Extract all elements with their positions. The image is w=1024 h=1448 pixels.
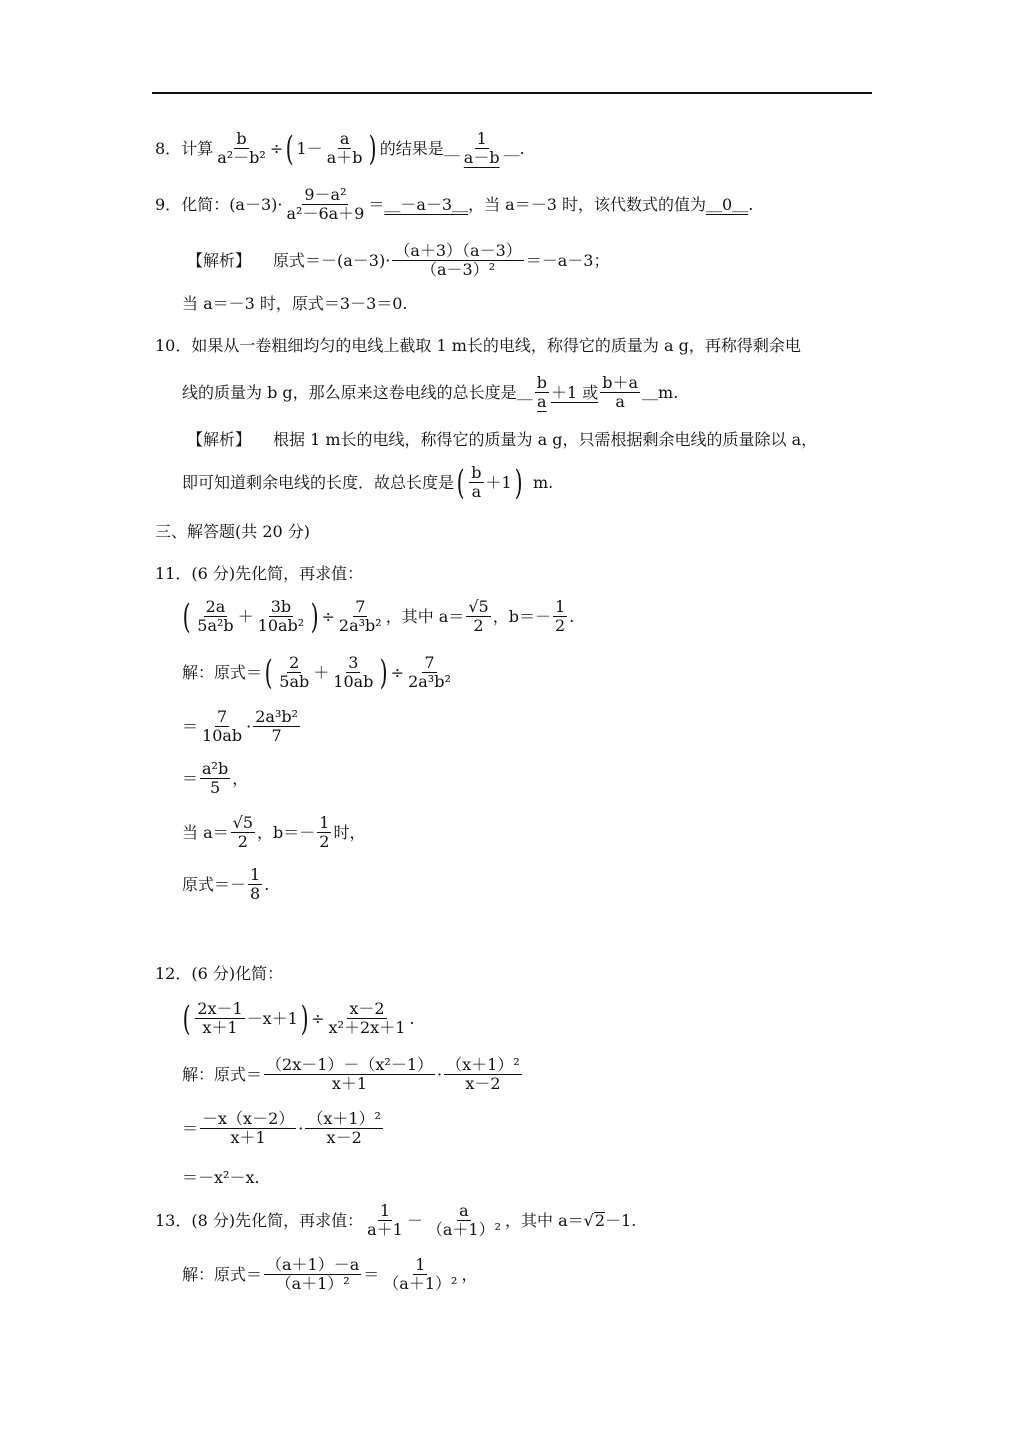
- question-12-expression: ( $\frac{2x-1}{x+1}$ －x＋1 ) ÷ $\frac{x-2}{\text{x²＋2x＋1}}$ .: [182, 998, 415, 1039]
- answer-text: ＋1 或: [550, 382, 599, 402]
- section-heading: 三、解答题(共 20 分): [155, 522, 311, 541]
- text: ＋1: [485, 472, 512, 492]
- answer-blank: ＿0＿: [706, 194, 749, 214]
- left-paren: (: [285, 128, 294, 169]
- question-8: [155, 130, 525, 168]
- question-11-expression: ( $\frac{2a}{\text{5a²b}}$ ＋ $\frac{3b}{\text{10ab²}}$ ) ÷ $\frac{7}{\text{2a³b²}}$ ，其中 a＝ $\frac{√5}{2}$ ，b＝－ $\frac{1}{2}$ .: [182, 596, 575, 637]
- fraction: $\frac{\text{（2x－1）－（x²－1）}}{x+1}$: [266, 1055, 434, 1094]
- text: 1－: [296, 138, 323, 158]
- text: 线的质量为 b g，那么原来这卷电线的总长度是: [182, 382, 517, 402]
- fraction: $\frac{2x-1}{x+1}$: [197, 999, 243, 1038]
- question-11-head: 11．(6 分)先化简，再求值：: [155, 564, 364, 583]
- fraction: $\frac{1}{\text{（a＋1）²}}$: [383, 1255, 458, 1294]
- fraction: $\frac{x-2}{\text{x²＋2x＋1}}$: [328, 999, 406, 1038]
- fraction: $\frac{\text{（x＋1）²}}{x-2}$: [446, 1055, 520, 1094]
- fraction: $\frac{7}{\text{2a³b²}}$: [338, 597, 382, 636]
- fraction: $\frac{√5}{2}$: [468, 597, 489, 636]
- fraction: $\frac{(a+3)(a-3)}{\text{（a－3）²}}$: [394, 241, 522, 280]
- question-13-head: 13．(8 分)先化简，再求值： $\frac{1}{a+1}$ － $\frac{a}{\text{（a＋1）²}}$ ，其中 a＝ √ 2 －1.: [155, 1201, 637, 1240]
- answer-blank: ＿.: [503, 138, 525, 158]
- fraction: $\frac{\text{a²b}}{5}$: [202, 759, 229, 798]
- fraction: $\frac{3}{10ab}$: [333, 653, 374, 692]
- answer-blank: ＿－a－3＿: [384, 194, 469, 214]
- question-12-head: 12．(6 分)化简：: [155, 964, 284, 983]
- fraction: $\frac{1}{2}$: [319, 813, 330, 852]
- fraction: $\frac{\text{9－a²}}{\text{a²－6a＋9}}$: [286, 185, 365, 224]
- text: ，当 a＝－3 时，该代数式的值为: [468, 194, 706, 214]
- fraction: $\frac{a}{\text{（a＋1）²}}$: [426, 1201, 502, 1240]
- question-12-step3: ＝－x²－x.: [182, 1168, 260, 1187]
- answer-fraction: $\frac{b+a}{a}$: [602, 373, 639, 412]
- question-9-analysis-line2: 当 a＝－3 时，原式＝3－3＝0.: [182, 294, 408, 313]
- question-11-step2: ＝ $\frac{7}{10ab}$ · $\frac{\text{2a³b²}}{7}$: [182, 707, 299, 746]
- text: ＝: [368, 194, 385, 214]
- question-12-step1: 解：原式＝ $\frac{\text{（2x－1）－（x²－1）}}{x+1}$ · $\frac{\text{（x＋1）²}}{x-2}$: [182, 1055, 520, 1094]
- question-13-step1: 解：原式＝ $\frac{(a+1)-a}{\text{（a＋1）²}}$ ＝ $\frac{1}{\text{（a＋1）²}}$ ，: [182, 1255, 478, 1294]
- question-11-step3: ＝ $\frac{\text{a²b}}{5}$ ，: [182, 759, 249, 798]
- question-11-step5: 原式＝－ $\frac{1}{8}$ .: [182, 865, 270, 904]
- question-10-line1: 10．如果从一卷粗细均匀的电线上截取 1 m长的电线，称得它的质量为 a g，再称得剩余电: [155, 336, 801, 355]
- text: .: [748, 194, 754, 214]
- text: 化简：(a－3)·: [181, 194, 283, 214]
- question-11-step4: 当 a＝ $\frac{√5}{2}$ ，b＝－ $\frac{1}{2}$ 时，: [182, 813, 366, 852]
- text: ＿m.: [642, 382, 679, 402]
- fraction: $\frac{b}{a}$: [471, 463, 482, 502]
- fraction: $\frac{\text{（x＋1）²}}{x-2}$: [307, 1109, 381, 1148]
- question-9: [155, 186, 753, 224]
- header-rule: [152, 92, 872, 94]
- question-number: 8．: [155, 138, 182, 158]
- question-number: 9．: [155, 194, 182, 214]
- fraction: $\frac{√5}{2}$: [232, 813, 254, 852]
- fraction: $\frac{2a}{\text{5a²b}}$: [197, 597, 234, 636]
- fraction: $\frac{1}{a+1}$: [367, 1201, 403, 1240]
- fraction: $\frac{a}{a+b}$: [326, 129, 363, 168]
- question-11-step1: 解：原式＝ ( $\frac{2}{5ab}$ ＋ $\frac{3}{10ab}$ ) ÷ $\frac{7}{\text{2a³b²}}$: [182, 652, 451, 693]
- text: 的结果是: [379, 138, 444, 158]
- left-paren: (: [456, 462, 465, 503]
- fraction: $\frac{\text{2a³b²}}{7}$: [255, 707, 299, 746]
- question-10-analysis: [187, 432, 817, 448]
- fraction: $\frac{7}{10ab}$: [202, 707, 243, 746]
- question-12-step2: ＝ $\frac{-x(x-2)}{x+1}$ · $\frac{\text{（x＋1）²}}{x-2}$: [182, 1109, 381, 1148]
- fraction: $\frac{1}{2}$: [554, 597, 566, 636]
- fraction: $\frac{b}{\text{a²－b²}}$: [217, 129, 266, 168]
- sqrt-radicand: 2: [594, 1211, 606, 1231]
- fraction: $\frac{-x(x-2)}{x+1}$: [202, 1109, 295, 1148]
- question-10-line2: 线的质量为 b g，那么原来这卷电线的总长度是 ＿ $\frac{b}{a}$ ＋1 或 $\frac{b+a}{a}$ ＿m.: [182, 373, 679, 412]
- right-paren: ): [514, 462, 523, 503]
- fraction: $\frac{3b}{\text{10ab²}}$: [257, 597, 305, 636]
- text: m.: [532, 472, 554, 492]
- analysis-label: 【解析】: [187, 430, 252, 449]
- fraction: $\frac{1}{8}$: [250, 865, 261, 904]
- right-paren: ): [369, 128, 378, 169]
- text: ＝－a－3；: [525, 250, 610, 270]
- text: 根据 1 m长的电线，称得它的质量为 a g，只需根据剩余电线的质量除以 a，: [273, 430, 818, 449]
- fraction: $\frac{2}{5ab}$: [279, 653, 310, 692]
- analysis-label: 【解析】: [187, 250, 252, 270]
- answer-fraction: $\frac{b}{a}$: [536, 373, 547, 412]
- fraction: $\frac{(a+1)-a}{\text{（a＋1）²}}$: [266, 1255, 360, 1294]
- text: 即可知道剩余电线的长度．故总长度是: [182, 472, 455, 492]
- question-9-analysis: [187, 242, 610, 280]
- text: 计算: [181, 138, 214, 158]
- divide-sign: ÷: [269, 138, 284, 158]
- question-10-analysis-line2: [182, 464, 553, 502]
- text: 原式＝－(a－3)·: [273, 250, 391, 270]
- answer-fraction: $\frac{1}{a-b}$: [463, 129, 500, 168]
- answer-blank: ＿: [443, 138, 460, 158]
- fraction: $\frac{7}{\text{2a³b²}}$: [408, 653, 451, 692]
